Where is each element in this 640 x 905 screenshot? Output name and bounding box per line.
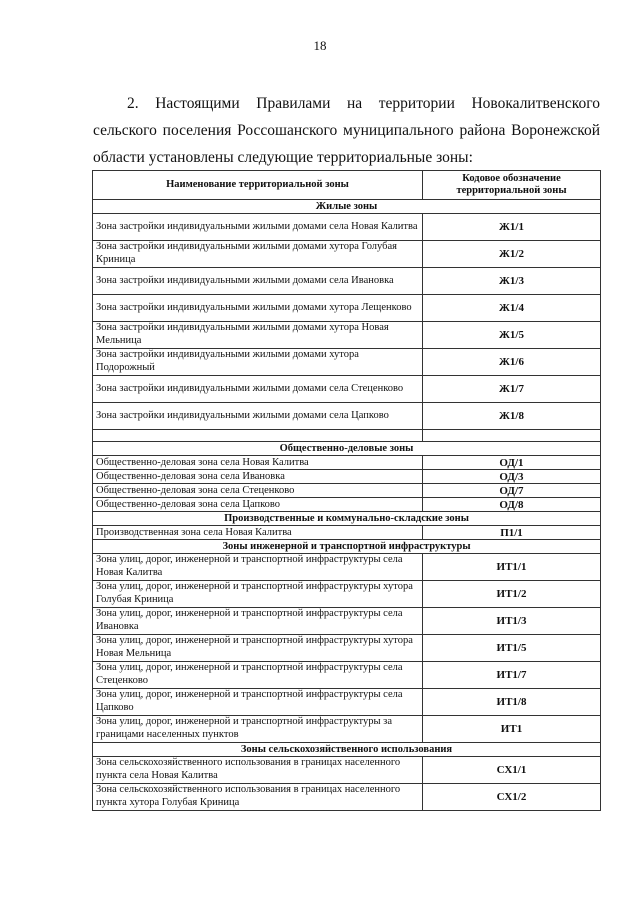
table-row xyxy=(93,484,601,498)
empty-cell xyxy=(93,430,423,442)
zone-code: ИТ1/2 xyxy=(423,581,601,608)
zone-code: ИТ1/3 xyxy=(423,608,601,635)
group-row-public xyxy=(93,442,601,456)
table-row xyxy=(93,662,601,689)
table-row xyxy=(93,295,601,322)
zone-name: Зона застройки индивидуальными жилыми домами села Новая Калитва xyxy=(93,214,423,241)
table-row xyxy=(93,349,601,376)
zone-name: Зона застройки индивидуальными жилыми домами села Цапково xyxy=(93,403,423,430)
zone-name: Зона застройки индивидуальными жилыми домами села Стеценково xyxy=(93,376,423,403)
territorial-zones-table xyxy=(92,170,601,811)
zone-code: ИТ1/5 xyxy=(423,635,601,662)
intro-paragraph xyxy=(93,90,600,171)
group-title: Зоны сельскохозяйственного использования xyxy=(93,743,601,757)
zone-name: Производственная зона села Новая Калитва xyxy=(93,526,423,540)
zone-name: Общественно-деловая зона села Ивановка xyxy=(93,470,423,484)
zone-name: Зона застройки индивидуальными жилыми домами хутора Новая Мельница xyxy=(93,322,423,349)
zone-name: Зона улиц, дорог, инженерной и транспортной инфраструктуры села Ивановка xyxy=(93,608,423,635)
group-row-industrial xyxy=(93,512,601,526)
table-row xyxy=(93,322,601,349)
table-row xyxy=(93,268,601,295)
zone-name: Общественно-деловая зона села Цапково xyxy=(93,498,423,512)
table-row xyxy=(93,716,601,743)
zone-name: Зона улиц, дорог, инженерной и транспортной инфраструктуры села Стеценково xyxy=(93,662,423,689)
table-row xyxy=(93,498,601,512)
zone-name: Общественно-деловая зона села Стеценково xyxy=(93,484,423,498)
zone-code: Ж1/4 xyxy=(423,295,601,322)
group-row-residential xyxy=(93,200,601,214)
zone-code: ОД/3 xyxy=(423,470,601,484)
table-row xyxy=(93,608,601,635)
group-title: Зоны инженерной и транспортной инфраструктуры xyxy=(93,540,601,554)
zone-code: Ж1/1 xyxy=(423,214,601,241)
zone-name: Зона застройки индивидуальными жилыми домами села Ивановка xyxy=(93,268,423,295)
header-zone-code: Кодовое обозначение территориальной зоны xyxy=(423,171,601,200)
table-row xyxy=(93,526,601,540)
zone-name: Зона улиц, дорог, инженерной и транспортной инфраструктуры хутора Голубая Криница xyxy=(93,581,423,608)
table-row xyxy=(93,403,601,430)
zone-code: Ж1/5 xyxy=(423,322,601,349)
table-row xyxy=(93,376,601,403)
zone-code: ИТ1/8 xyxy=(423,689,601,716)
table-row xyxy=(93,456,601,470)
zone-name: Зона улиц, дорог, инженерной и транспортной инфраструктуры села Новая Калитва xyxy=(93,554,423,581)
zone-code: Ж1/2 xyxy=(423,241,601,268)
zone-code: Ж1/7 xyxy=(423,376,601,403)
group-row-agricultural xyxy=(93,743,601,757)
zone-name: Зона сельскохозяйственного использования в границах населенного пункта села Новая Калитва xyxy=(93,757,423,784)
zone-code: ОД/7 xyxy=(423,484,601,498)
group-title: Производственные и коммунально-складские зоны xyxy=(93,512,601,526)
zone-code: ИТ1/7 xyxy=(423,662,601,689)
table-row xyxy=(93,241,601,268)
zone-name: Общественно-деловая зона села Новая Калитва xyxy=(93,456,423,470)
zone-code: ОД/8 xyxy=(423,498,601,512)
page-number: 18 xyxy=(313,38,327,53)
zone-name: Зона улиц, дорог, инженерной и транспортной инфраструктуры хутора Новая Мельница xyxy=(93,635,423,662)
group-title: Жилые зоны xyxy=(93,200,601,214)
table-row xyxy=(93,581,601,608)
zone-name: Зона улиц, дорог, инженерной и транспортной инфраструктуры села Цапково xyxy=(93,689,423,716)
zone-code: Ж1/8 xyxy=(423,403,601,430)
zone-code: СХ1/1 xyxy=(423,757,601,784)
table-row xyxy=(93,470,601,484)
zone-code: ОД/1 xyxy=(423,456,601,470)
zone-code: СХ1/2 xyxy=(423,784,601,811)
zone-code: ИТ1 xyxy=(423,716,601,743)
table-header-row xyxy=(93,171,601,200)
zone-name: Зона застройки индивидуальными жилыми домами хутора Подорожный xyxy=(93,349,423,376)
zone-name: Зона улиц, дорог, инженерной и транспортной инфраструктуры за границами населенных пунктов xyxy=(93,716,423,743)
table-row xyxy=(93,689,601,716)
zone-name: Зона сельскохозяйственного использования в границах населенного пункта хутора Голубая Криница xyxy=(93,784,423,811)
zone-code: ИТ1/1 xyxy=(423,554,601,581)
table-row xyxy=(93,784,601,811)
zone-name: Зона застройки индивидуальными жилыми домами хутора Лещенково xyxy=(93,295,423,322)
empty-row xyxy=(93,430,601,442)
zone-code: Ж1/3 xyxy=(423,268,601,295)
header-zone-name: Наименование территориальной зоны xyxy=(93,171,423,200)
table-row xyxy=(93,214,601,241)
empty-cell xyxy=(423,430,601,442)
table-row xyxy=(93,554,601,581)
zone-code: П1/1 xyxy=(423,526,601,540)
table-row xyxy=(93,635,601,662)
zone-name: Зона застройки индивидуальными жилыми домами хутора Голубая Криница xyxy=(93,241,423,268)
group-title: Общественно-деловые зоны xyxy=(93,442,601,456)
table-row xyxy=(93,757,601,784)
zone-code: Ж1/6 xyxy=(423,349,601,376)
group-row-infrastructure xyxy=(93,540,601,554)
intro-text: 2. Настоящими Правилами на территории Новокалитвенского сельского поселения Россошанского муниципального района Воронежской области установлены следующие территориальные зоны: xyxy=(93,95,600,166)
